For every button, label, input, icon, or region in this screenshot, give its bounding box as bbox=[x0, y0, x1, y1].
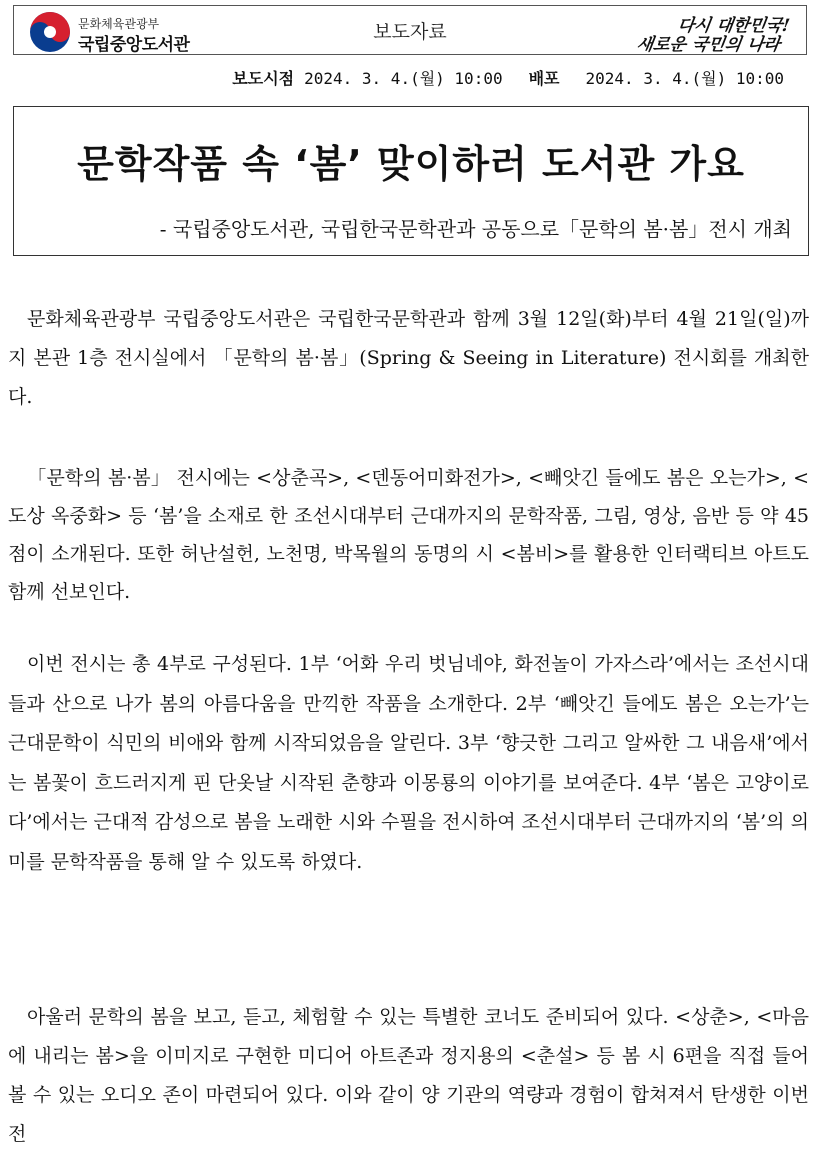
release-time-value: 2024. 3. 4.(월) 10:00 bbox=[304, 69, 503, 88]
body-paragraph-1 bbox=[8, 300, 809, 417]
main-title: 문학작품 속 ‘봄’ 맞이하러 도서관 가요 bbox=[77, 142, 745, 186]
paragraph-2-text: 「문학의 봄·봄」 전시에는 <상춘곡>, <덴동어미화전가>, <빼앗긴 들에도 봄은 오는가>, <도상 옥중화> 등 ‘봄’을 소재로 한 조선시대부터 근대까지의 문학작품, 그림, 영상, 음반 등 약 45점이 소개된다. 또한 허난설헌, 노천명, 박목월의 동명의 시 <봄비>를 활용한 인터랙티브 아트도 함께 선보인다. bbox=[8, 467, 809, 603]
release-time-label: 보도시점 bbox=[232, 69, 295, 88]
title-box bbox=[13, 106, 809, 256]
body-paragraph-3 bbox=[8, 645, 809, 882]
logo-ministry-text: 문화체육관광부 bbox=[78, 17, 160, 31]
paragraph-1-text: 문화체육관광부 국립중앙도서관은 국립한국문학관과 함께 3월 12일(화)부터 4월 21일(일)까지 본관 1층 전시실에서 「문학의 봄·봄」(Spring & Seeing in Literature) 전시회를 개최한다. bbox=[8, 308, 809, 408]
body-paragraph-2 bbox=[8, 459, 809, 611]
distribution-value: 2024. 3. 4.(월) 10:00 bbox=[585, 69, 784, 88]
paragraph-3-text: 이번 전시는 총 4부로 구성된다. 1부 ‘어화 우리 벗님네야, 화전놀이 가자스라’에서는 조선시대 들과 산으로 나가 봄의 아름다움을 만끽한 작품을 소개한다. 2부 ‘빼앗긴 들에도 봄은 오는가’는 근대문학이 식민의 비애와 함께 시작되었음을 알린다. 3부 ‘향긋한 그리고 알싸한 그 내음새’에서는 봄꽃이 흐드러지게 핀 단옷날 시작된 춘향과 이몽룡의 이야기를 보여준다. 4부 ‘봄은 고양이로다’에서는 근대적 감성으로 봄을 노래한 시와 수필을 전시하여 조선시대부터 근대까지의 ‘봄’의 의미를 문학작품을 통해 알 수 있도록 하였다. bbox=[8, 653, 809, 873]
logo-library-text: 국립중앙도서관 bbox=[78, 35, 190, 55]
body-paragraph-4 bbox=[8, 998, 809, 1154]
slogan-line-1: 다시 대한민국! bbox=[676, 16, 792, 36]
distribution-label: 배포 bbox=[528, 69, 560, 88]
slogan-line-2: 새로운 국민의 나라 bbox=[635, 35, 782, 55]
paragraph-4-text: 아울러 문학의 봄을 보고, 듣고, 체험할 수 있는 특별한 코너도 준비되어 있다. <상춘>, <마음에 내리는 봄>을 이미지로 구현한 미디어 아트존과 정지용의 <춘설> 등 봄 시 6편을 직접 들어볼 수 있는 오디오 존이 마련되어 있다. 이와 같이 양 기관의 역량과 경험이 합쳐져서 탄생한 이번 전 bbox=[8, 1006, 809, 1145]
header-box bbox=[13, 5, 807, 55]
sub-title: - 국립중앙도서관, 국립한국문학관과 공동으로「문학의 봄·봄」전시 개최 bbox=[159, 217, 792, 241]
slogan bbox=[614, 9, 794, 53]
release-info bbox=[232, 66, 784, 89]
doc-type-label: 보도자료 bbox=[373, 21, 447, 43]
